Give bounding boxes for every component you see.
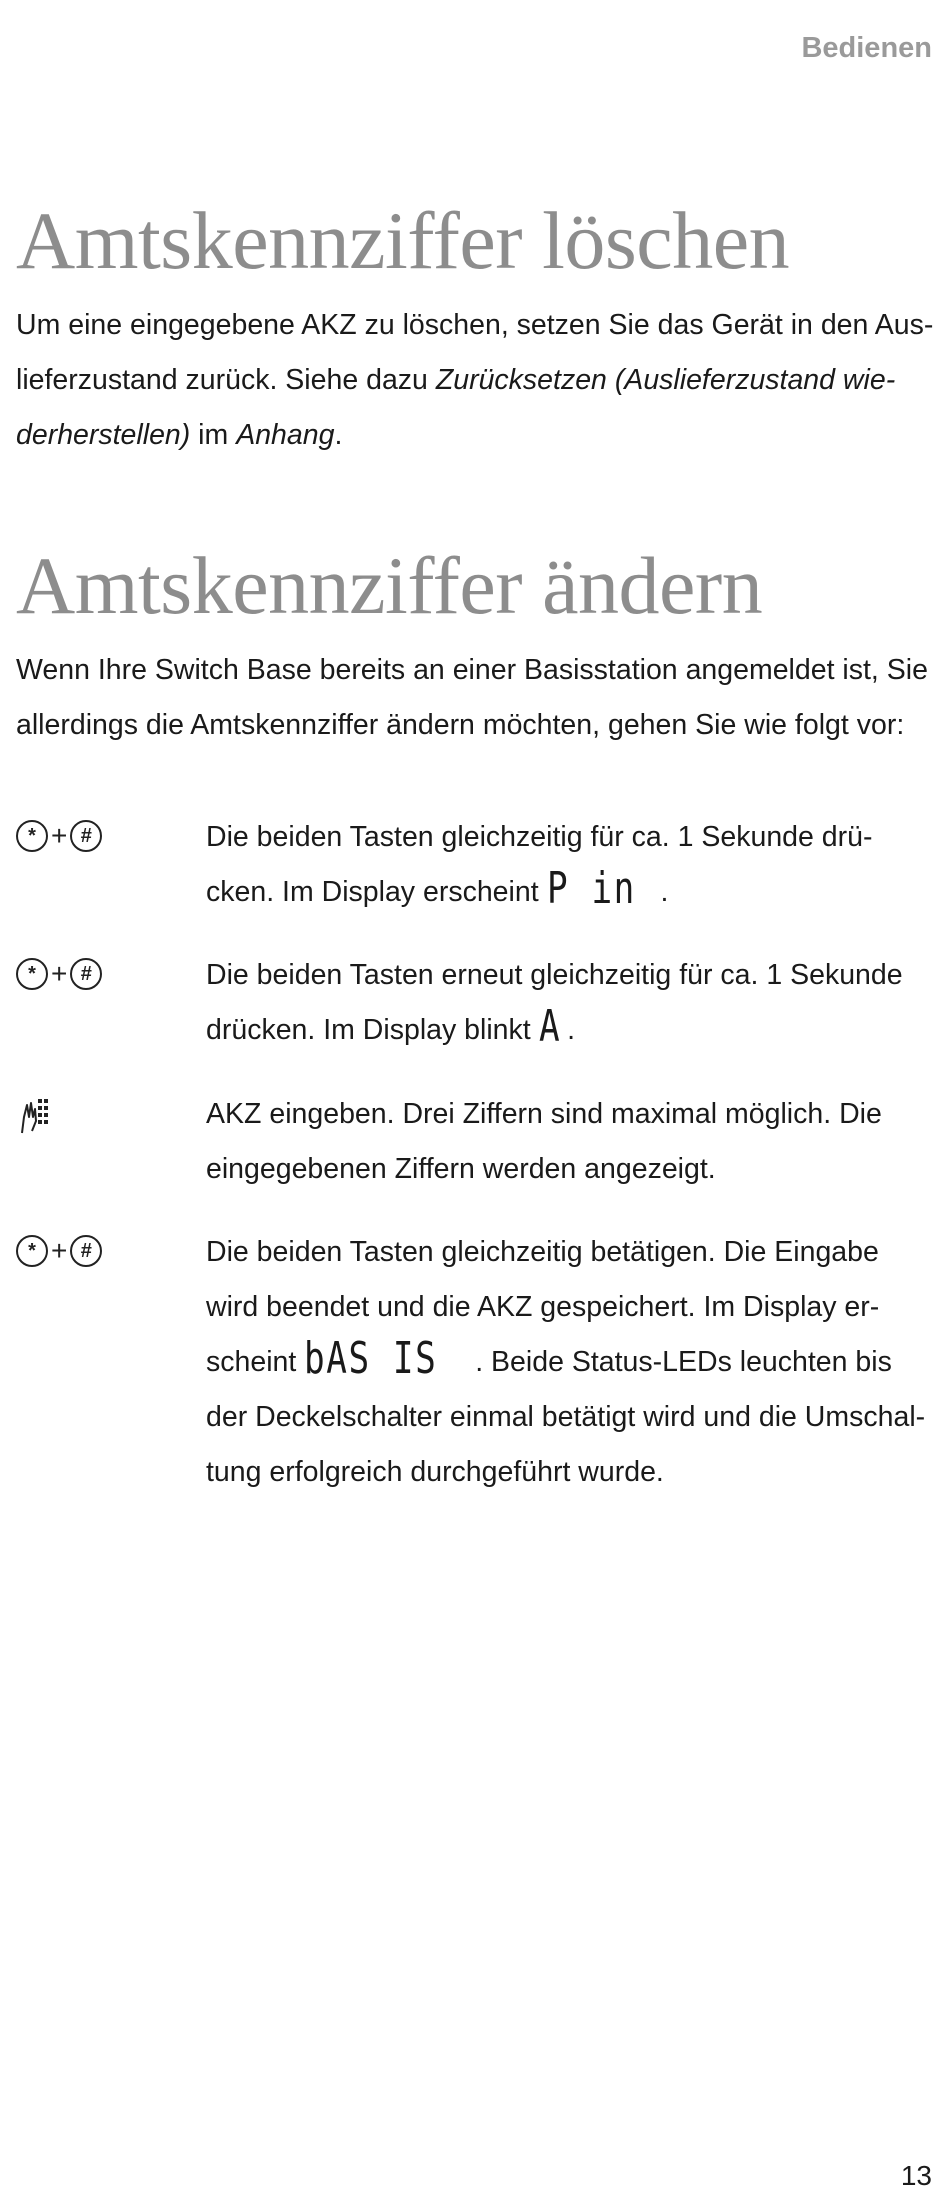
paragraph-delete-akz — [16, 298, 936, 463]
star-key-icon: * — [16, 820, 48, 852]
running-header: Bedienen — [801, 32, 932, 64]
lcd-display-text: bAS IS — [304, 1333, 438, 1384]
step-text: . — [660, 876, 669, 908]
hash-key-icon: # — [70, 1235, 102, 1267]
star-key-icon: * — [16, 1235, 48, 1267]
keypad-hand-icon — [18, 1097, 54, 1137]
key-combination — [16, 958, 102, 990]
step-description — [206, 948, 936, 1058]
heading-change-akz: Amtskennziffer ändern — [16, 540, 763, 631]
plus-sign: + — [51, 958, 68, 989]
lcd-display-text: A — [538, 1001, 561, 1052]
step-text: Die beiden Tasten gleichzeitig für ca. 1 Sekunde drü-cken. Im Display erscheint — [206, 821, 873, 908]
plus-sign: + — [51, 820, 68, 851]
step-description — [206, 810, 936, 920]
key-combination — [16, 820, 102, 852]
star-key-icon: * — [16, 958, 48, 990]
step-text: . Beide Status-LEDs leuchten bis der Deckelschalter einmal betätigt wird und die Umschal-tung erfolgreich durchgeführt wurde. — [206, 1346, 926, 1488]
step-text: Die beiden Tasten gleichzeitig betätigen. Die Eingabe wird beendet und die AKZ gespeichert. Im Display er-scheint — [206, 1236, 880, 1378]
step-description — [206, 1225, 936, 1500]
hash-key-icon: # — [70, 820, 102, 852]
step-text: Die beiden Tasten erneut gleichzeitig für ca. 1 Sekunde drücken. Im Display blinkt — [206, 959, 903, 1046]
plus-sign: + — [51, 1235, 68, 1266]
key-combination — [16, 1235, 102, 1267]
heading-delete-akz: Amtskennziffer löschen — [16, 195, 790, 286]
para-text: im — [190, 419, 237, 451]
step-text: . — [567, 1014, 576, 1046]
para-text: . — [334, 419, 343, 451]
lcd-display-text: P in — [546, 863, 636, 914]
reference-appendix: Anhang — [236, 419, 335, 451]
hash-key-icon: # — [70, 958, 102, 990]
page-number: 13 — [900, 2160, 932, 2191]
reference-reset: Zurücksetzen (Auslieferzustand wie-derherstellen) — [16, 364, 896, 451]
step-description: AKZ eingeben. Drei Ziffern sind maximal möglich. Die eingegebenen Ziffern werden angezeigt. — [206, 1098, 882, 1185]
para-text: Um eine eingegebene AKZ zu löschen, setzen Sie das Gerät in den Aus-lieferzustand zurück. Siehe dazu — [16, 309, 934, 396]
paragraph-change-akz: Wenn Ihre Switch Base bereits an einer Basisstation angemeldet ist, Sie allerdings die Amtskennziffer ändern möchten, gehen Sie wie folgt vor: — [16, 654, 928, 741]
